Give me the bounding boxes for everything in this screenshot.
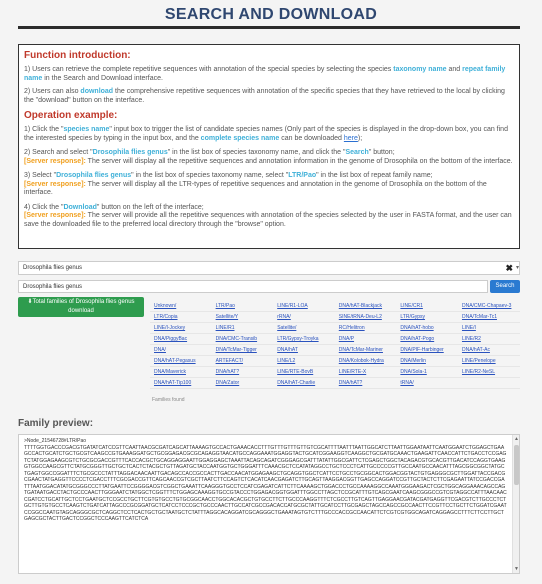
operation-step-1: 1) Click the "species name" input box to trigger the list of candidate species names (Only part of the species is displayed in the drop-down box, you can find the interested species by typing in the input box, and the complete species name can be downloaded here); bbox=[24, 126, 508, 142]
family-link[interactable]: DNA/Sola-1 bbox=[400, 369, 427, 375]
family-link[interactable]: DNA/TcMar-Mariner bbox=[338, 347, 383, 353]
operation-heading: Operation example: bbox=[24, 110, 118, 121]
search-input-value: Drosophila flies genus bbox=[23, 284, 83, 290]
species-name-select[interactable] bbox=[18, 261, 520, 275]
family-link[interactable]: RC/Helitron bbox=[338, 325, 365, 331]
family-link[interactable]: Satellite/ bbox=[277, 325, 297, 331]
family-link[interactable]: DNA/CMC-Chapaev-3 bbox=[461, 303, 512, 309]
family-row bbox=[150, 312, 520, 323]
search-button[interactable]: Search bbox=[490, 280, 520, 293]
family-link[interactable]: LINE/R2-NeSL bbox=[461, 369, 496, 375]
family-download-label: Total families of Drosophila flies genus download bbox=[32, 299, 135, 314]
family-row bbox=[150, 301, 520, 312]
family-link[interactable]: DNA/hAT? bbox=[215, 369, 240, 375]
preview-scrollbar[interactable] bbox=[512, 435, 519, 573]
species-name-value: Drosophila flies genus bbox=[23, 265, 83, 271]
family-link[interactable]: DNA/PiggyBac bbox=[154, 336, 188, 342]
family-link[interactable]: DNA/Maverick bbox=[154, 369, 186, 375]
family-link[interactable]: DNA/hAT bbox=[277, 347, 298, 353]
family-row bbox=[150, 334, 520, 345]
family-preview-label: Family preview: bbox=[18, 418, 94, 429]
family-link[interactable]: DNA/Zator bbox=[215, 380, 240, 386]
preview-sequence-text: >Node_21546728#LTR/Pao TTTTGGTGACCCGACGTGATATCATCCGTTCAATTAACGCGATCAGCATTAAAAGTGCCACTGAAACACCTTTGTTTGTTTGTTGTCGCATTTTAATTTAATTGGCATCTTAATTGGAATAATTCAATGGAATCTGGAGCTGAAGCCACTGCATCTGCTGCGTCAAGCCGTGAAAGGATGCTGCGGAGACGCGCAGAGGTAACATGCCAGGAAATGGAGGTACTGCATCGGAAGGTCAAGGCTGCGATGCAAACTGAAGATTCAACCATTCTGACCTCCGAGTCTATGGAGAAGCGTCTGCGCGACCGTTTCACCACGCTGCAGGAGGAATTGGAGGAGCTAAATTACAGCAGATCGGGAGCGATTTATATTGGCGATTCTCGAGCTGGCTACAGACGTGCACGTTGACATCCAGGTGAAGGTGGCCAAGCGTTCTATGCGGGTTGCTGCTCACTCTACGCTGTTAGATGCTACCAATGGTGCTGGGATTTCAAACGCTCCATATAGGCCTGCTCCCTCATTGCCCCCGTTGCCAATGCCAACATTTAGCGGCGGCTATGCTGAGTGGCCGGATTTCTGCGCCCTATTTAGGACAACAATTGACAGCCACCGCCACTTGACCAACATGGAGAAGCTGCAGGTGGCTCATTCCTGCCTGCGGCACTGGACGGTACTGTGAGGGCGCTTGGATTACCGACGCGAACTATGAGGTTCCCCTCGACCTTTCGCGACCGTTCAGCAACCGTCGCTTAATCTTCCAGTCTCACATCAACGAGATCTTGCAGTTAAGGACGGTTGAGCCAGGATCCGTTGCTACTCTTCGAGAATTATCCGACCGATTTAATGGACATATGCGGGCCCTTATGAATTCCGGGGACGTCGGCTGAAATTCAAGGGTGCCTCCATCGAGATCATTCTTCAAAAGCTGGACCCTGCCAAAAGGCCAAATGGGAAGACTCGCTGGCAGGAAACAGCCAGTGATAATGACCTACTGCCCAACTTGGGAATCTATGGCTCGGTTTCTGGAGCAAAGGTGCCGTACCCTGGAGACGGTGGATTTGGCCTTAGCTCCGCATTTGTCAGCGAATCAAGCGGGCCGTCGTAGGCCATTTAACAACCGATCCTGCATTGCTCCTGAATGCTCCGCCTGCTTCGTGTGCCTGTGCGGCAACCTGGCACACGCTGTGCCTTCTTGCCCAAGGTTTCTCGCCTTGTCAGTTGAGGAACGATACGATGAGGTTCGACGTCTTGCCCTCTGCTTGTGTGCCTCAAGTCTGATCATTAGCCCGCGGATGCTCATCCTCCCGCTGCCCAACTTGCCATCGCCGACACCATGCGCTATTGCATCCTTGCGAGCTAGCCAGCCGCCAACTTCCGTTCCTGCTTCTGGATCGAATCCGGCCAATGTAGCAGGGCGCTCAGGCTCCTCACTGCTGCTAATGCTCTATTTAGGCACAGGATCGCAGGGCTGAAATAGTGTCTTTGCCCACCGCCAACATTCTCGTCGTGGCAGATCAGGAGCCTTTCTTCCTTGCTGAGCGCTACTTGACTCCGGCTCCCAAGTTCATCTCA bbox=[24, 438, 507, 522]
family-link[interactable]: LINE/R1 bbox=[215, 325, 235, 331]
family-link[interactable]: LINE/I-Jockey bbox=[154, 325, 186, 331]
family-preview-textarea[interactable] bbox=[18, 434, 520, 574]
family-list bbox=[150, 301, 520, 406]
operation-step-4: 4) Click the "Download" button on the left of the interface; [Server response]: The server will provide all the repetitive sequences with annotation of the species selected by the user in FASTA format, and the user can save the downloaded file to the preferred local directory through the "browse" option. bbox=[24, 203, 512, 228]
family-link[interactable]: LINE/RTE-BovB bbox=[277, 369, 314, 375]
intro-panel bbox=[18, 44, 520, 249]
scrollbar-thumb[interactable] bbox=[514, 445, 519, 485]
function-item-2: 2) Users can also download the comprehensive repetitive sequences with annotation of the specific species that they have retrieved to the local by clicking the "download" button on the interface. bbox=[24, 88, 505, 104]
family-link[interactable]: DNA/hAT-hobo bbox=[400, 325, 434, 331]
family-row bbox=[150, 323, 520, 334]
family-link[interactable]: LINE/I bbox=[461, 325, 476, 331]
family-link[interactable]: DNA/hAT-Pegasus bbox=[154, 358, 196, 364]
family-row bbox=[150, 356, 520, 367]
operation-step-2: 2) Search and select "Drosophila flies genus" in the list box of species taxonomy name, and click the "Search" button; [Server response]: The server will display all the repetitive sequences and annotation information in the genome of Drosophila on the bottom of the interface. bbox=[24, 149, 513, 165]
family-row bbox=[150, 367, 520, 378]
family-link[interactable]: LINE/L2 bbox=[277, 358, 296, 364]
family-link[interactable]: DNA/hAT-Pogo bbox=[400, 336, 435, 342]
search-input[interactable] bbox=[18, 280, 488, 293]
family-link[interactable]: LINE/R2 bbox=[461, 336, 481, 342]
family-link[interactable]: rRNA/ bbox=[277, 314, 291, 320]
function-item-1: 1) Users can retrieve the complete repetitive sequences with annotation of the special species by selecting the species taxonomy name and repeat family name in the Search and Download interface. bbox=[24, 66, 506, 82]
function-heading: Function introduction: bbox=[24, 50, 131, 61]
species-list-link[interactable]: here bbox=[343, 134, 358, 142]
family-link[interactable]: DNA/ bbox=[154, 347, 166, 353]
family-link[interactable]: DNA/P bbox=[338, 336, 355, 342]
family-link[interactable]: ARTEFACT/ bbox=[215, 358, 244, 364]
family-link[interactable]: DNA/hAT-Tip100 bbox=[154, 380, 192, 386]
family-link[interactable]: DNA/TcMar-Tigger bbox=[215, 347, 257, 353]
family-link[interactable]: DNA/PIF-Harbinger bbox=[400, 347, 444, 353]
scroll-up-icon[interactable]: ▲ bbox=[514, 436, 519, 442]
family-link[interactable]: DNA/CMC-Transib bbox=[215, 336, 258, 342]
family-link[interactable]: LTR/Copia bbox=[154, 314, 178, 320]
page-title: SEARCH AND DOWNLOAD bbox=[164, 6, 378, 23]
family-link[interactable]: LINE/Penelope bbox=[461, 358, 496, 364]
family-link[interactable]: DNA/TcMar-Tc1 bbox=[461, 314, 497, 320]
family-link[interactable]: DNA/hAT-Blackjack bbox=[338, 303, 383, 309]
families-found-label: Families found bbox=[152, 397, 185, 403]
scroll-down-icon[interactable]: ▼ bbox=[514, 566, 519, 572]
family-link[interactable]: LTR/Gypsy bbox=[400, 314, 426, 320]
family-link[interactable]: DNA/hAT-Ac bbox=[461, 347, 490, 353]
family-download-button[interactable] bbox=[18, 297, 144, 317]
family-row bbox=[150, 378, 520, 389]
chevron-down-icon[interactable]: ▾ bbox=[515, 265, 519, 271]
family-link[interactable]: Satellite/Y bbox=[215, 314, 239, 320]
family-link[interactable]: DNA/Kolobok-Hydra bbox=[338, 358, 384, 364]
family-link[interactable]: LINE/CR1 bbox=[400, 303, 423, 309]
family-link[interactable]: DNA/hAT? bbox=[338, 380, 363, 386]
clear-icon[interactable]: ✖ bbox=[505, 263, 513, 273]
family-link[interactable]: LTR/Gypsy-Troyka bbox=[277, 336, 319, 342]
family-link[interactable]: SINE/tRNA-Deu-L2 bbox=[338, 314, 382, 320]
download-icon: ⬇ bbox=[27, 299, 33, 305]
family-row bbox=[150, 345, 520, 356]
family-link[interactable]: DNA/Merlin bbox=[400, 358, 426, 364]
title-divider bbox=[18, 26, 520, 29]
family-link[interactable]: LTR/Pao bbox=[215, 303, 235, 309]
family-link[interactable]: DNA/hAT-Charlie bbox=[277, 380, 316, 386]
family-link[interactable]: LINE/RTE-X bbox=[338, 369, 367, 375]
family-link[interactable]: tRNA/ bbox=[400, 380, 414, 386]
operation-step-3: 3) Select "Drosophila flies genus" in the list box of species taxonomy name, select "LTR/Pao" in the list box of repeat family name; [Server response]: The server will display all the LTR-types of repetitive sequences and annotation in the genome of Drosophila on the bottom of the interface. bbox=[24, 172, 487, 196]
family-link[interactable]: LINE/R1-LOA bbox=[277, 303, 308, 309]
family-link[interactable]: Unknown/ bbox=[154, 303, 177, 309]
